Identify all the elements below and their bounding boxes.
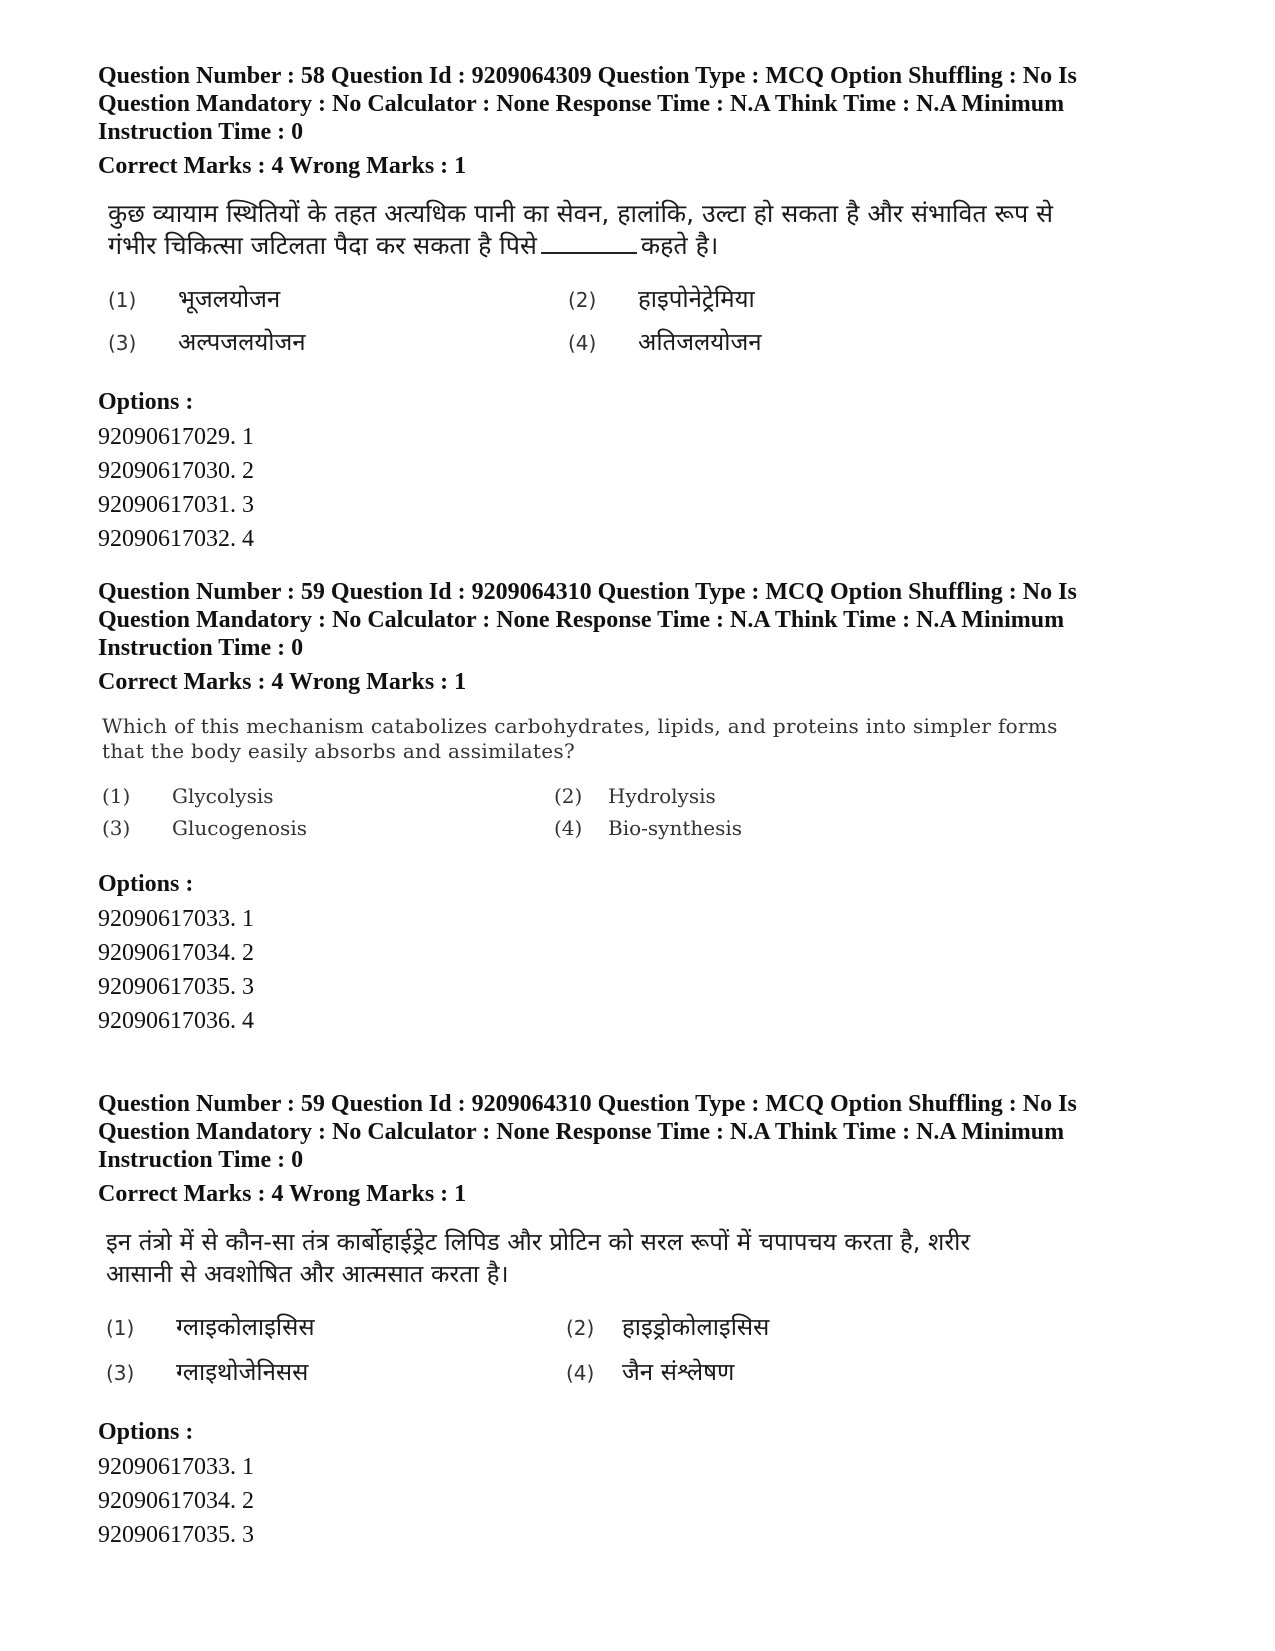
choice-item (566, 1355, 1026, 1388)
options-heading: Options : (98, 871, 194, 897)
choice-item (106, 1310, 566, 1343)
choice-number: (2) (566, 1316, 595, 1340)
choice-item (102, 816, 554, 840)
question-meta-line: Instruction Time : 0 (98, 635, 304, 661)
question-meta-line: Instruction Time : 0 (98, 119, 304, 145)
question-text-line: आसानी से अवशोषित और आत्मसात करता है। (106, 1260, 509, 1288)
answer-blank (541, 230, 637, 254)
question-block-58 (98, 62, 1178, 556)
options-list (98, 1450, 1178, 1552)
options-heading: Options : (98, 389, 194, 415)
option-item: 92090617035. 3 (98, 1522, 254, 1548)
question-text-part: कुछ व्यायाम स्थितियों के तहत अत्यधिक पानी का सेवन, हालांकि, उल्टा हो सकता है और संभावित रूप से (108, 199, 1054, 228)
marks-line: Correct Marks : 4 Wrong Marks : 1 (98, 669, 467, 695)
choice-number: (3) (106, 1361, 135, 1385)
question-meta-line: Question Mandatory : No Calculator : None Response Time : N.A Think Time : N.A Minimum (98, 607, 1065, 633)
question-text (106, 1226, 1066, 1290)
question-text-line: Which of this mechanism catabolizes carbohydrates, lipids, and proteins into simpler forms (102, 714, 1058, 738)
choice-item (554, 784, 1006, 808)
option-item: 92090617036. 4 (98, 1008, 254, 1034)
question-image (108, 198, 1068, 358)
choice-grid (102, 784, 1062, 840)
option-item: 92090617033. 1 (98, 1454, 254, 1480)
choice-item (568, 282, 1028, 315)
question-image (102, 714, 1062, 840)
option-item: 92090617030. 2 (98, 458, 254, 484)
choice-text: भूजलयोजन (178, 285, 281, 313)
choice-number: (3) (102, 816, 131, 840)
choice-text: हाइड्रोकोलाइसिस (622, 1313, 770, 1341)
question-text-part: कहते है। (640, 231, 719, 260)
choice-number: (4) (566, 1361, 595, 1385)
choice-number: (3) (108, 331, 137, 355)
question-meta-line: Question Number : 59 Question Id : 9209064310 Question Type : MCQ Option Shuffling : No Is (98, 1091, 1077, 1117)
choice-item (102, 784, 554, 808)
choice-number: (4) (554, 816, 583, 840)
question-meta-line: Question Number : 58 Question Id : 9209064309 Question Type : MCQ Option Shuffling : No Is (98, 63, 1077, 89)
choice-text: ग्लाइकोलाइसिस (176, 1313, 315, 1341)
choice-text: Glucogenosis (172, 816, 307, 840)
choice-number: (4) (568, 331, 597, 355)
question-block-59-hindi (98, 1090, 1178, 1552)
choice-number: (1) (106, 1316, 135, 1340)
question-text (108, 198, 1068, 262)
choice-number: (2) (554, 784, 583, 808)
question-meta-line: Question Mandatory : No Calculator : None Response Time : N.A Think Time : N.A Minimum (98, 91, 1065, 117)
option-item: 92090617033. 1 (98, 906, 254, 932)
choice-text: अतिजलयोजन (638, 328, 762, 356)
question-meta-line: Instruction Time : 0 (98, 1147, 304, 1173)
option-item: 92090617034. 2 (98, 1488, 254, 1514)
choice-text: Bio-synthesis (608, 816, 743, 840)
option-item: 92090617035. 3 (98, 974, 254, 1000)
choice-text: ग्लाइथोजेनिसस (176, 1358, 309, 1386)
choice-text: Hydrolysis (608, 784, 716, 808)
option-item: 92090617034. 2 (98, 940, 254, 966)
choice-item (106, 1355, 566, 1388)
options-list (98, 420, 1178, 556)
question-text-line: इन तंत्रो में से कौन-सा तंत्र कार्बोहाईड्रेट लिपिड और प्रोटिन को सरल रूपों में चपापचय करता है, शरीर (106, 1228, 971, 1256)
option-item: 92090617031. 3 (98, 492, 254, 518)
question-image (106, 1226, 1066, 1388)
question-text-line: that the body easily absorbs and assimilates? (102, 739, 575, 763)
question-meta-line: Question Number : 59 Question Id : 9209064310 Question Type : MCQ Option Shuffling : No Is (98, 579, 1077, 605)
choice-grid (108, 282, 1068, 358)
question-text (102, 714, 1062, 764)
question-text-part: गंभीर चिकित्सा जटिलता पैदा कर सकता है पिसे (108, 231, 537, 260)
choice-item (108, 282, 568, 315)
choice-text: हाइपोनेट्रेमिया (638, 285, 755, 313)
choice-text: अल्पजलयोजन (178, 328, 306, 356)
option-item: 92090617032. 4 (98, 526, 254, 552)
question-block-59-english (98, 578, 1178, 1038)
choice-number: (2) (568, 288, 597, 312)
choice-number: (1) (102, 784, 131, 808)
marks-line: Correct Marks : 4 Wrong Marks : 1 (98, 153, 467, 179)
question-meta-line: Question Mandatory : No Calculator : None Response Time : N.A Think Time : N.A Minimum (98, 1119, 1065, 1145)
choice-item (554, 816, 1006, 840)
choice-number: (1) (108, 288, 137, 312)
marks-line: Correct Marks : 4 Wrong Marks : 1 (98, 1181, 467, 1207)
option-item: 92090617029. 1 (98, 424, 254, 450)
choice-item (568, 325, 1028, 358)
choice-text: Glycolysis (172, 784, 274, 808)
choice-item (566, 1310, 1026, 1343)
options-list (98, 902, 1178, 1038)
options-heading: Options : (98, 1419, 194, 1445)
choice-item (108, 325, 568, 358)
choice-text: जैन संश्लेषण (622, 1358, 735, 1386)
choice-grid (106, 1310, 1066, 1388)
